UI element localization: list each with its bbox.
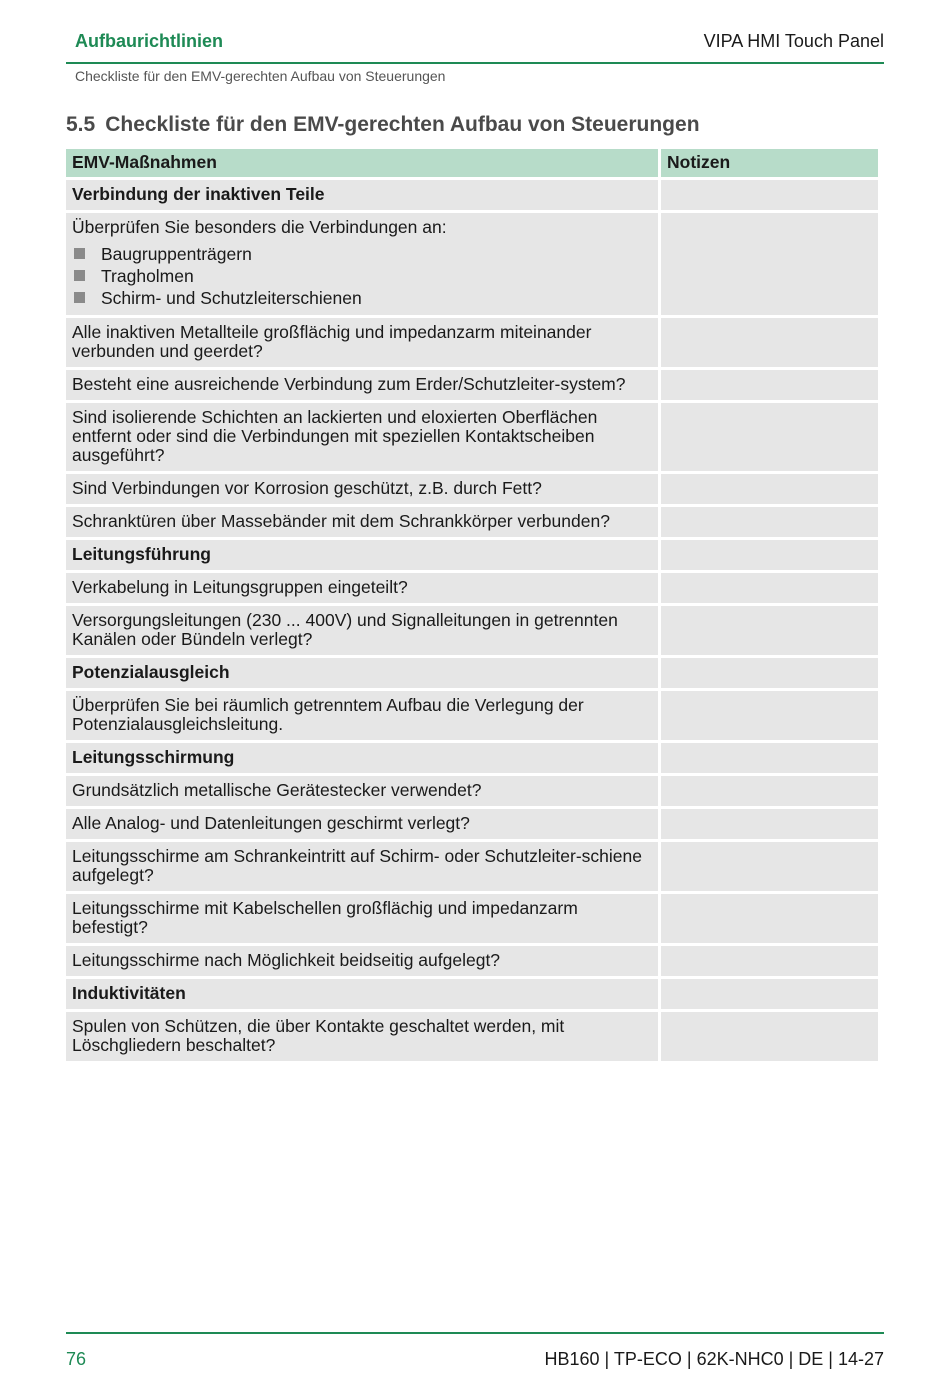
notes-cell [661,1012,878,1061]
table-header-row [66,149,878,177]
measure-cell [66,507,658,537]
table-row [66,691,878,740]
table-row [66,894,878,943]
table-row [66,370,878,400]
measure-text: Sind isolierende Schichten an lackierten und eloxierten Oberflächen entfernt oder sind die Verbindungen mit speziellen Kontaktscheiben ausgeführt? [72,407,598,465]
measure-cell [66,318,658,367]
table-row [66,946,878,976]
measure-cell [66,946,658,976]
notes-cell [661,946,878,976]
emv-checklist-table-container [66,149,884,1061]
measure-text: Alle inaktiven Metallteile großflächig und impedanzarm miteinander verbunden und geerdet? [72,322,592,361]
notes-cell [661,894,878,943]
group-heading-text: Leitungsschirmung [72,747,235,767]
group-heading-text: Potenzialausgleich [72,662,230,682]
measure-text: Spulen von Schützen, die über Kontakte geschaltet werden, mit Löschgliedern beschaltet? [72,1016,565,1055]
column-header-notes: Notizen [661,149,878,177]
bullet-list-item [72,265,652,287]
bullet-text: Tragholmen [101,266,194,286]
measure-text: Alle Analog- und Datenleitungen geschirmt verlegt? [72,813,470,833]
notes-cell [661,213,878,315]
section-number: 5.5 [66,113,96,136]
notes-cell [661,979,878,1009]
table-row [66,1012,878,1061]
notes-cell [661,743,878,773]
page-subtitle: Checkliste für den EMV-gerechten Aufbau von Steuerungen [75,68,446,84]
table-body [66,180,878,1061]
section-title-text: Checkliste für den EMV-gerechten Aufbau von Steuerungen [105,113,700,136]
footer-divider [66,1332,884,1334]
bullet-text: Schirm- und Schutzleiterschienen [101,288,362,308]
table-row [66,776,878,806]
measure-text: Leitungsschirme mit Kabelschellen großflächig und impedanzarm befestigt? [72,898,578,937]
table-row [66,809,878,839]
square-bullet-icon [74,292,85,303]
measure-cell [66,573,658,603]
notes-cell [661,507,878,537]
group-heading-text: Induktivitäten [72,983,186,1003]
square-bullet-icon [74,270,85,281]
table-row [66,606,878,655]
table-group-row [66,180,878,210]
notes-cell [661,474,878,504]
measure-cell [66,1012,658,1061]
measure-text: Besteht eine ausreichende Verbindung zum Erder/Schutzleiter-system? [72,374,626,394]
table-row [66,403,878,471]
measure-text: Überprüfen Sie bei räumlich getrenntem Aufbau die Verlegung der Potenzialausgleichsleitung. [72,695,584,734]
notes-cell [661,658,878,688]
table-group-row [66,540,878,570]
notes-cell [661,318,878,367]
measure-cell [66,213,658,315]
document-id: HB160 | TP-ECO | 62K-NHC0 | DE | 14-27 [544,1349,884,1369]
column-header-measures: EMV-Maßnahmen [66,149,658,177]
notes-cell [661,691,878,740]
header-divider [66,62,884,64]
chapter-title: Aufbaurichtlinien [75,31,223,51]
measure-text: Leitungsschirme nach Möglichkeit beidseitig aufgelegt? [72,950,501,970]
group-heading-cell [66,658,658,688]
group-heading-cell [66,540,658,570]
table-group-row [66,658,878,688]
emv-checklist-table [63,146,881,1064]
measure-text: Verkabelung in Leitungsgruppen eingeteilt? [72,577,408,597]
measure-cell [66,894,658,943]
notes-cell [661,403,878,471]
product-name: VIPA HMI Touch Panel [703,31,884,51]
measure-text: Versorgungsleitungen (230 ... 400V) und Signalleitungen in getrennten Kanälen oder Bündeln verlegt? [72,610,618,649]
measure-text: Leitungsschirme am Schrankeintritt auf Schirm- oder Schutzleiter-schiene aufgelegt? [72,846,642,885]
notes-cell [661,606,878,655]
group-heading-cell [66,743,658,773]
measure-text: Sind Verbindungen vor Korrosion geschützt, z.B. durch Fett? [72,478,542,498]
measure-cell [66,842,658,891]
notes-cell [661,180,878,210]
bullet-list-item [72,287,652,309]
table-row [66,842,878,891]
measure-cell [66,606,658,655]
notes-cell [661,370,878,400]
square-bullet-icon [74,248,85,259]
bullet-list [72,243,652,309]
table-row [66,318,878,367]
measure-cell [66,809,658,839]
group-heading-text: Verbindung der inaktiven Teile [72,184,325,204]
table-group-row [66,979,878,1009]
group-heading-cell [66,979,658,1009]
table-row [66,507,878,537]
table-row [66,213,878,315]
measure-cell [66,403,658,471]
table-row [66,474,878,504]
measure-cell [66,691,658,740]
bullet-list-item [72,243,652,265]
table-group-row [66,743,878,773]
bullet-text: Baugruppenträgern [101,244,252,264]
notes-cell [661,540,878,570]
measure-cell [66,370,658,400]
section-heading [66,113,700,137]
notes-cell [661,809,878,839]
group-heading-text: Leitungsführung [72,544,212,564]
group-heading-cell [66,180,658,210]
notes-cell [661,842,878,891]
measure-text: Schranktüren über Massebänder mit dem Schrankkörper verbunden? [72,511,610,531]
measure-text: Überprüfen Sie besonders die Verbindungen an: [72,217,447,237]
measure-cell [66,776,658,806]
page-number: 76 [66,1349,87,1369]
table-row [66,573,878,603]
measure-text: Grundsätzlich metallische Gerätestecker verwendet? [72,780,482,800]
notes-cell [661,776,878,806]
measure-cell [66,474,658,504]
notes-cell [661,573,878,603]
